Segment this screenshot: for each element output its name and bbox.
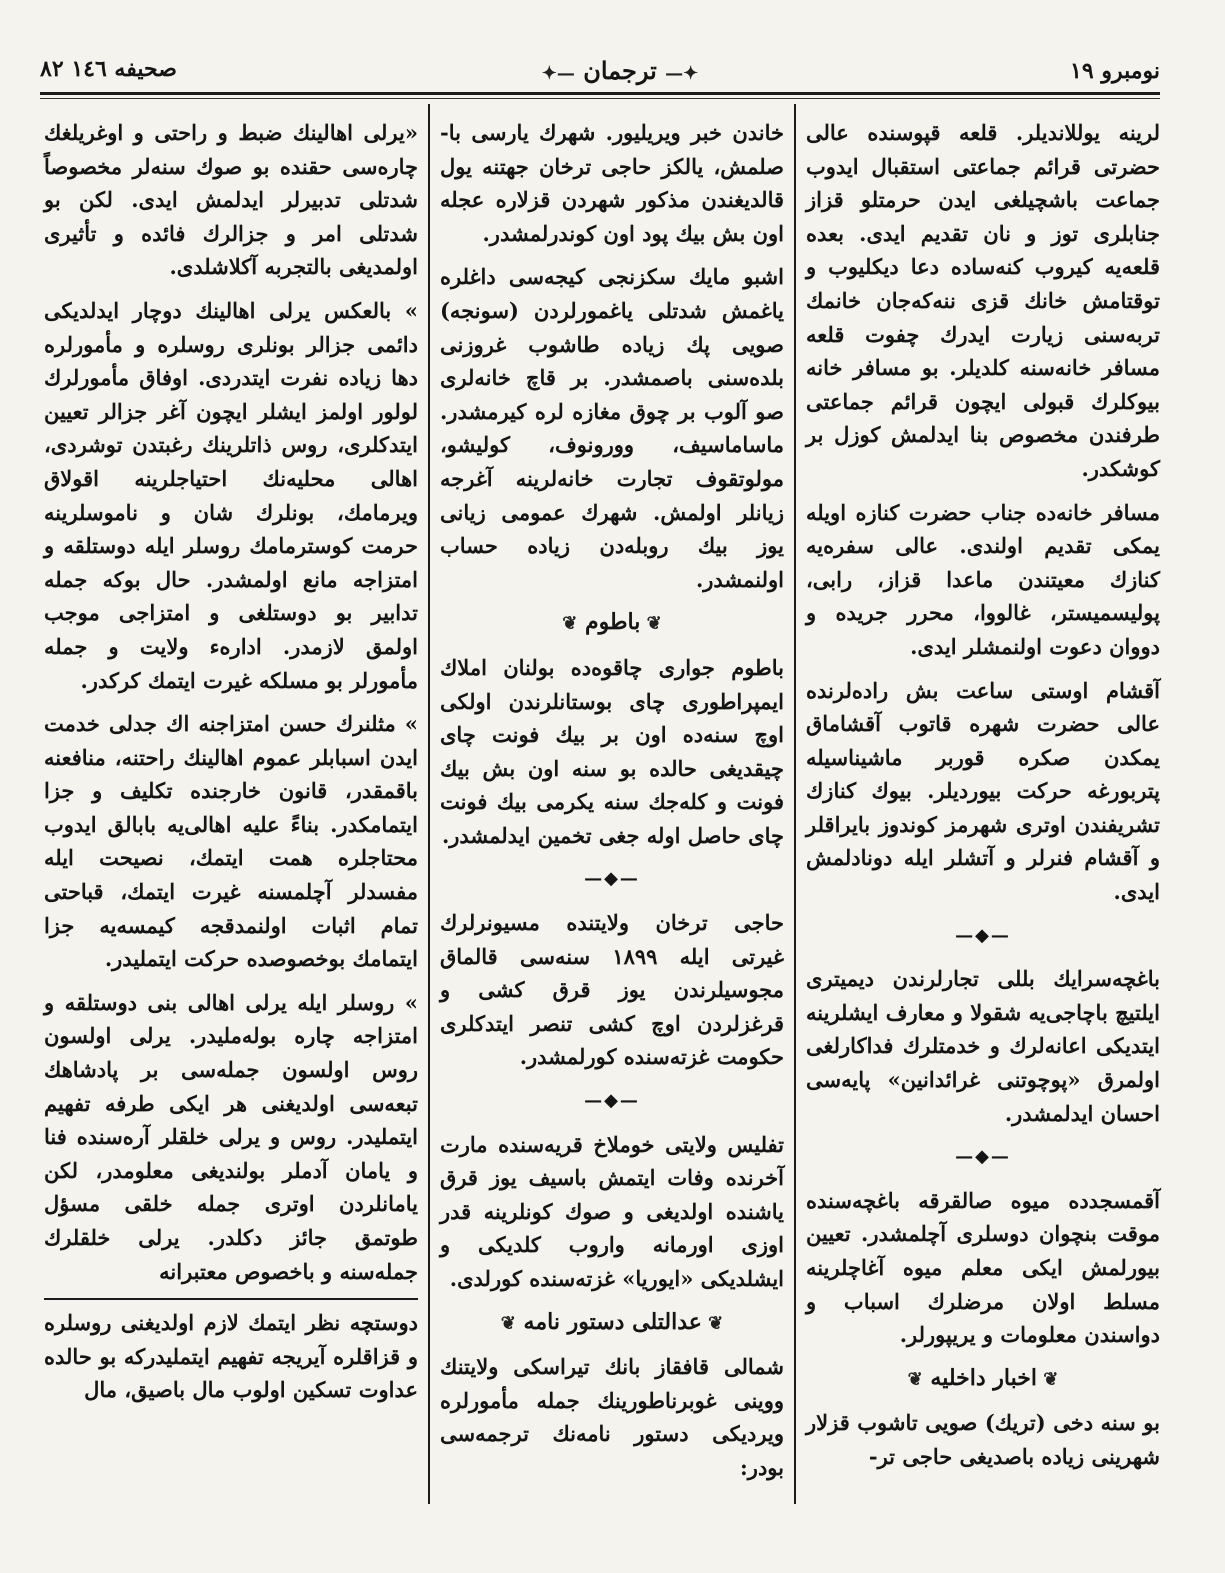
column-separator bbox=[794, 104, 796, 1504]
ornament-icon: ❦ bbox=[1036, 1368, 1059, 1390]
column-middle bbox=[440, 116, 784, 1495]
paragraph: آقمسجدده ميوه صالقرقه باغچه‌سنده موقت بنچوان دوسلرى آچلمشدر. تعيين بيورلمش ايكى معلم ميوه آغاچلرينه مسلط اولان مرضلرك اسباب و دواسندن معلومات و يريپورلر. bbox=[806, 1187, 1160, 1348]
ornament-icon: —✦ bbox=[541, 63, 575, 84]
paragraph: شمالى قافقاز بانك تيراسكى ولايتنك ووينى غوبرناطورينك جمله مأمورلره ويرديكى دستور نامه‌نك ترجمه‌سى بودر: bbox=[440, 1354, 784, 1480]
ornament-icon: ❦ bbox=[562, 613, 578, 635]
header-rule-thin bbox=[40, 98, 1160, 99]
header-rule bbox=[40, 92, 1160, 95]
section-heading bbox=[440, 606, 784, 641]
masthead-title: ترجمان bbox=[583, 56, 657, 85]
section-divider: —◆— bbox=[955, 924, 1011, 946]
paragraph: تفليس ولايتى خوملاخ قريه‌سنده مارت آخرنده وفات ايتمش باسيف يوز قرق ياشنده اولديغى و صوك كونلرينه قدر اوزى اورمانه واروب كلديكى و ايشلديكى «ايوريا» غزته‌سنده كورلدى. bbox=[440, 1131, 784, 1291]
section-divider: —◆— bbox=[955, 1146, 1011, 1168]
paragraph: مسافر خانه‌ده جناب حضرت كنازه اويله يمكى تقديم اولندى. عالى سفره‌يه كنازك معيتندن ماعدا قزاز، رابى، پوليسميستر، غالووا، محرر جريده و دووان دعوت اولنمشلر ايدى. bbox=[806, 499, 1160, 659]
ornament-icon: ❦ bbox=[640, 613, 662, 635]
issue-number: نومبرو ١٩ bbox=[1070, 58, 1160, 84]
paragraph: باغچه‌سرايك بللى تجارلرندن ديميترى ايلتيچ باچاجى‌يه شقولا و معارف ايشلرينه ايتديكى اعانه‌لرك و خدمتلرك فداكارلغى اولمرق «پوچوتنى غرائدانين» پايه‌سى احسان ايدلمشدر. bbox=[806, 966, 1160, 1126]
section-divider: —◆— bbox=[584, 868, 640, 890]
ornament-icon: ❦ bbox=[500, 1312, 516, 1334]
ornament-icon: ❦ bbox=[907, 1368, 923, 1390]
paragraph: » مثلنرك حسن امتزاجنه اك جدلى خدمت ايدن اسبابلر عموم اهالينك راحتنه، منافعنه باقمقدر، قانون خارجنده تكليف و جزا ايتمامكدر. بناءً عليه اهالى‌يه بابالق ايدوب محتاجلره همت ايتمك، نصيحت ايله مفسدلر آچلمسنه غيرت ايتمك، قباحتى تمام اثبات اولنمدقجه كيمسه‌يه جزا ايتمامك بوخصوصده حركت ايتمليدر. bbox=[44, 711, 418, 972]
masthead bbox=[520, 56, 720, 85]
column-right bbox=[806, 116, 1160, 1484]
paragraph: خاندن خبر ويريليور. شهرك يارسى با- صلمش، يالكز حاجى ترخان جهتنه يول قالديغندن مذكور شهردن قزلاره عجله اون بش بيك پود اون كوندرلمشدر. bbox=[440, 120, 784, 246]
column-left bbox=[44, 116, 418, 1417]
paragraph: » بالعكس يرلى اهالينك دوچار ايدلديكى دائمى جزالر بونلرى روسلره و مأمورلره دها زياده نفرت ايتدردى. اوفاق مأمورلرك لولور اولمز ايشلر ايچون آغر جزالر تعيين ايتدكلرى، روس ذاتلرينك رغبتدن توشردى، اهالى محليه‌نك احتياجلرينه اقولاق ويرمامك، بونلرك شان و ناموسلرينه حرمت كوسترمامك روسلر ايله دوستلقه و امتزاجه مانع اولمشدر. حال بوكه جمله تدابير بو دوستلغى و امتزاجى موجب اولمق لازمدر. اداره‌ء ولايت و جمله مأمورلر بو مسلكه غيرت ايتمك كركدر. bbox=[44, 297, 418, 693]
column-separator bbox=[428, 104, 430, 1504]
paragraph: لرينه يوللانديلر. قلعه قپوسنده عالى حضرتى قرائم جماعتى استقبال ايدوب جماعت باشچيلغى ايدن حرمتلو قزاز جنابلرى توز و نان تقديم ايدى. بعده قلعه‌يه كيروب كنه‌ساده دعا ديكليوب و توقتامش خانك قزى ننه‌كه‌جان خانمك تربه‌سنى زيارت ايدرك چفوت قلعه مسافر خانه‌سنه كلديلر. بو مسافر خانه بيوكلرك قبولى ايچون قرائم جماعتى طرفندن مخصوص بنا ايدلمش كوزل بر كوشكدر. bbox=[806, 120, 1160, 481]
paragraph: آقشام اوستى ساعت بش راده‌لرنده عالى حضرت شهره قاتوب آقشاماق يمكدن صكره قوربر ماشيناسيله پتربورغه حركت بيورديلر. بيوك كنازك تشريفندن اوترى شهرمز كوندوز بايراقلر و آقشام فنرلر و آتشلر ايله دونادلمش ايدى. bbox=[806, 677, 1160, 905]
page-number: صحيفه ١٤٦ ۸۲ bbox=[40, 56, 177, 82]
section-heading bbox=[806, 1362, 1160, 1397]
section-title: عدالتلى دستور نامه bbox=[523, 1308, 702, 1335]
ornament-icon: ✦— bbox=[665, 63, 699, 84]
ornament-icon: ❦ bbox=[701, 1312, 724, 1334]
section-title: اخبار داخليه bbox=[930, 1364, 1037, 1391]
section-title: باطوم bbox=[585, 609, 641, 636]
section-heading bbox=[440, 1306, 784, 1341]
paragraph: اشبو مايك سكزنجى كيجه‌سى داغلره ياغمش شدتلى ياغمورلردن (سونجه) صويى پك زياده طاشوب غروزنى بلده‌سنى باصمشدر. بر قاچ خانه‌لرى صو آلوب بر چوق مغازه لره كيرمشدر. ماساماسيف، وورونوف، كوليشو، مولوتقوف تجارت خانه‌لرينه آغرجه زيانلر اولمش. شهرك عمومى زيانى يوز بيك روبله‌دن زياده حساب اولنمشدر. bbox=[440, 264, 784, 592]
paragraph: «يرلى اهالينك ضبط و راحتى و اوغريلغك چاره‌سى حقنده بو صوك سنه‌لر مخصوصاً شدتلى تدبيرلر ايدلمش ايدى. لكن بو شدتلى امر و جزالرك فائده و تأثيرى اولمديغى بالتجربه آكلاشلدى. bbox=[44, 120, 418, 280]
paragraph: بو سنه دخى (تريك) صويى تاشوب قزلار شهرينى زياده باصديغى حاجى تر- bbox=[806, 1410, 1160, 1469]
paragraph: » روسلر ايله يرلى اهالى بنى دوستلقه و امتزاجه چاره بوله‌مليدر. يرلى اولسون روس اولسون جمله‌سى بر پادشاهك تبعه‌سى اولديغنى هر ايكى طرفه تفهيم ايتمليدر. روس و يرلى خلقلر آره‌سنده فنا و يامان آدملر بولنديغى معلومدر، لكن يامانلردن اوترى جمله خلقى مسؤل طوتمق جائز دكلدر. يرلى خلقلرك جمله‌سنه و باخصوص معتبرانه bbox=[44, 989, 418, 1284]
paragraph: دوستچه نظر ايتمك لازم اولديغنى روسلره و قزاقلره آيريجه تفهيم ايتمليدركه بو حالده عداوت تسكين اولوب مال باصيق، مال bbox=[44, 1310, 418, 1403]
paragraph: حاجى ترخان ولايتنده مسيونرلرك غيرتى ايله ١٨٩٩ سنه‌سى قالماق مجوسيلرندن يوز قرق كشى و قرغزلردن اوچ كشى تنصر ايتدكلرى حكومت غزته‌سنده كورلمشدر. bbox=[440, 910, 784, 1070]
page-header bbox=[40, 52, 1160, 96]
column-rule bbox=[44, 1298, 418, 1300]
section-divider: —◆— bbox=[584, 1090, 640, 1112]
paragraph: باطوم جوارى چاقوه‌ده بولنان املاك ايمپراطورى چاى بوستانلرندن اولكى اوچ سنه‌ده اون بر بيك فونت چاى چيقديغى حالده بو سنه اون بش بيك فونت و كله‌جك سنه يكرمى بيك فونت چاى حاصل اوله جغى تخمين ايدلمشدر. bbox=[440, 654, 784, 848]
